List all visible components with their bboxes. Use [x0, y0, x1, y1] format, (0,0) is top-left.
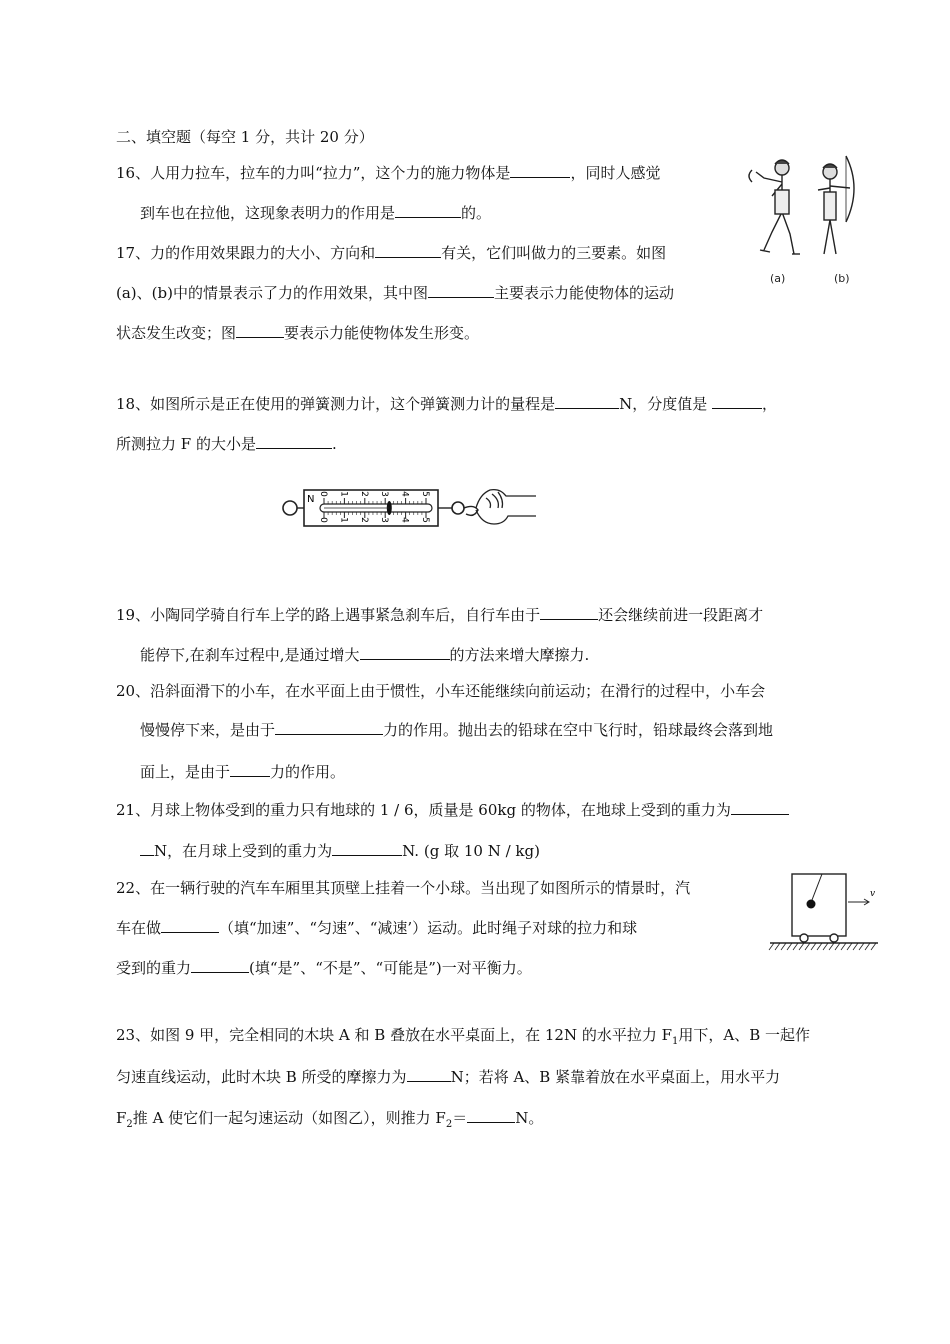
q20-line1: 20、沿斜面滑下的小车，在水平面上由于惯性，小车还能继续向前运动；在滑行的过程中，小车会 — [116, 682, 766, 700]
section-title: 二、填空题（每空 1 分，共计 20 分） — [116, 128, 374, 146]
scale-tick-label: 0 — [318, 517, 328, 523]
q19-line1 — [116, 605, 763, 625]
q22-line3 — [116, 958, 532, 978]
q20-text-b: 力的作用。抛出去的铅球在空中飞行时，铅球最终会落到地 — [383, 721, 774, 739]
q18-text-c: ， — [762, 395, 778, 413]
scale-tick-label: 3 — [379, 517, 390, 523]
q17-line1 — [116, 243, 666, 263]
q23-line2 — [116, 1067, 780, 1087]
ground-hatch-mark — [799, 943, 804, 950]
q22-blank-1[interactable] — [161, 918, 219, 933]
q23-line3 — [116, 1108, 543, 1135]
ground-hatch-mark — [853, 943, 858, 950]
q19-blank-2[interactable] — [360, 645, 450, 660]
q23-text-h: N。 — [515, 1109, 544, 1127]
scale-tick-label: 1 — [338, 517, 349, 523]
q21-text-a: 21、月球上物体受到的重力只有地球的 1 / 6，质量是 60kg 的物体，在地球上受到的重力为 — [116, 801, 731, 819]
q16-blank-1[interactable] — [510, 163, 570, 178]
q21-blank-1b[interactable] — [140, 841, 154, 856]
q18-text-d: 所测拉力 F 的大小是 — [116, 435, 256, 453]
q20-text-c: 面上，是由于 — [140, 763, 231, 781]
ground-hatch-mark — [829, 943, 834, 950]
q23-sub-2: 2 — [126, 1119, 133, 1130]
q20-line3 — [140, 762, 345, 782]
q17-text-a: 17、力的作用效果跟力的大小、方向和 — [116, 244, 376, 262]
ground-hatch-mark — [805, 943, 810, 950]
q23-text-b: 用下，A、B 一起作 — [678, 1026, 811, 1044]
q21-blank-1a[interactable] — [731, 800, 789, 815]
figure-force-effects — [742, 150, 862, 290]
q22-line2 — [116, 918, 637, 938]
ground-hatch-mark — [817, 943, 822, 950]
q18-text-e: . — [331, 435, 337, 453]
q17-line3 — [116, 323, 479, 343]
q19-text-a: 19、小陶同学骑自行车上学的路上遇事紧急刹车后，自行车由于 — [116, 606, 541, 624]
ground-hatch-mark — [793, 943, 798, 950]
q21-text-c: N. (g 取 10 N / kg) — [402, 842, 540, 860]
q22-text-a: 车在做 — [116, 919, 162, 937]
scale-unit-label: N — [307, 494, 315, 505]
scale-tick-label: 4 — [399, 517, 410, 523]
q19-text-b: 还会继续前进一段距离才 — [598, 606, 764, 624]
q22-text-d: (填“是”、“不是”、“可能是”)一对平衡力。 — [249, 959, 532, 977]
velocity-label: v — [870, 889, 876, 899]
q23-text-e: F — [116, 1109, 127, 1127]
q20-text-a: 慢慢停下来，是由于 — [140, 721, 276, 739]
q23-text-f: 推 A 使它们一起匀速运动（如图乙），则推力 F — [132, 1109, 446, 1127]
q16-blank-2[interactable] — [395, 203, 461, 218]
q18-line1 — [116, 394, 777, 414]
q19-text-c: 能停下,在刹车过程中,是通过增大 — [140, 646, 360, 664]
car-body — [792, 874, 846, 936]
q17-text-d: 主要表示力能使物体的运动 — [493, 284, 674, 302]
q17-text-c: (a)、(b)中的情景表示了力的作用效果，其中图 — [116, 284, 428, 302]
q19-blank-1[interactable] — [540, 605, 598, 620]
q17-text-e: 状态发生改变；图 — [116, 324, 237, 342]
scale-tick-label: 2 — [358, 517, 369, 523]
q17-line2 — [116, 283, 674, 303]
q16-line1 — [116, 163, 660, 183]
scale-left-ring — [283, 501, 297, 515]
q21-line2 — [140, 841, 540, 861]
ground-hatch-mark — [775, 943, 780, 950]
ground-hatch-mark — [871, 943, 876, 950]
q16-text-b: ，同时人感觉 — [570, 164, 661, 182]
q18-text-a: 18、如图所示是正在使用的弹簧测力计，这个弹簧测力计的量程是 — [116, 395, 556, 413]
figure-car-pendulum — [766, 862, 882, 958]
q23-sub-3: 2 — [445, 1119, 453, 1130]
q23-text-d: N；若将 A、B 紧靠着放在水平桌面上，用水平力 — [450, 1068, 781, 1086]
q16-text-a: 16、人用力拉车，拉车的力叫“拉力”，这个力的施力物体是 — [116, 164, 511, 182]
q17-blank-2[interactable] — [428, 283, 494, 298]
q17-text-f: 要表示力能使物体发生形变。 — [284, 324, 480, 342]
scale-tick-label: 4 — [399, 491, 410, 497]
ground-hatch-mark — [787, 943, 792, 950]
scale-tick-label: 5 — [420, 491, 430, 497]
q21-text-b: N，在月球上受到的重力为 — [154, 842, 333, 860]
ground-hatch-mark — [847, 943, 852, 950]
q22-text-b: （填“加速”、“匀速”、“减速’）运动。此时绳子对球的拉力和球 — [219, 919, 638, 937]
ground-hatch-mark — [769, 943, 774, 950]
ground-hatch-mark — [835, 943, 840, 950]
ground-hatch-mark — [811, 943, 816, 950]
figure-a-person-pulling — [749, 160, 800, 254]
ground-hatch-mark — [865, 943, 870, 950]
ground-hatch — [769, 943, 876, 950]
figure-b-archer — [818, 156, 854, 254]
q17-text-b: 有关，它们叫做力的三要素。如图 — [441, 244, 667, 262]
q18-text-b: N，分度值是 — [619, 395, 708, 413]
q18-blank-1[interactable] — [555, 394, 619, 409]
q20-text-d: 力的作用。 — [270, 763, 346, 781]
ground-hatch-mark — [781, 943, 786, 950]
pendulum-ball — [807, 900, 816, 909]
car-wheel-left — [800, 934, 808, 942]
q16-text-c: 到车也在拉他，这现象表明力的作用是 — [140, 204, 396, 222]
scale-tick-label: 0 — [318, 491, 328, 497]
q20-blank-1[interactable] — [275, 720, 383, 735]
scale-tick-label: 5 — [420, 517, 430, 523]
q22-blank-2[interactable] — [191, 958, 249, 973]
q16-text-d: 的。 — [461, 204, 492, 222]
q23-sub-1: 1 — [672, 1036, 679, 1047]
q23-text-c: 匀速直线运动，此时木块 B 所受的摩擦力为 — [116, 1068, 407, 1086]
scale-tick-label: 3 — [379, 491, 390, 497]
q23-line1 — [116, 1025, 810, 1052]
q22-line1: 22、在一辆行驶的汽车车厢里其顶壁上挂着一个小球。当出现了如图所示的情景时，汽 — [116, 879, 691, 897]
ground-hatch-mark — [841, 943, 846, 950]
scale-right-ring — [452, 502, 464, 514]
scale-tick-label: 1 — [338, 491, 349, 497]
q21-line1 — [116, 800, 789, 820]
q23-text-a: 23、如图 9 甲，完全相同的木块 A 和 B 叠放在水平桌面上，在 12N 的水平拉力 F — [116, 1026, 673, 1044]
ground-hatch-mark — [859, 943, 864, 950]
q18-blank-3[interactable] — [256, 434, 332, 449]
q19-line2 — [140, 645, 589, 665]
figure-label-a: (a) — [770, 272, 786, 285]
q22-text-c: 受到的重力 — [116, 959, 192, 977]
q18-line2 — [116, 434, 337, 454]
hand-pulling — [476, 490, 536, 524]
q23-blank-1[interactable] — [407, 1067, 451, 1082]
q21-blank-2[interactable] — [332, 841, 402, 856]
q20-line2 — [140, 720, 773, 740]
q16-line2 — [140, 203, 491, 223]
q17-blank-1[interactable] — [375, 243, 441, 258]
ground-hatch-mark — [823, 943, 828, 950]
spring-scale-figure — [280, 478, 542, 540]
q18-blank-2[interactable] — [712, 394, 762, 409]
q23-blank-2[interactable] — [467, 1108, 515, 1123]
car-wheel-right — [830, 934, 838, 942]
q19-text-d: 的方法来增大摩擦力. — [449, 646, 590, 664]
scale-tick-label: 2 — [358, 491, 369, 497]
q23-text-g: ＝ — [452, 1109, 468, 1127]
q20-blank-2[interactable] — [230, 762, 270, 777]
q17-blank-3[interactable] — [236, 323, 284, 338]
figure-label-b: (b) — [834, 272, 850, 285]
